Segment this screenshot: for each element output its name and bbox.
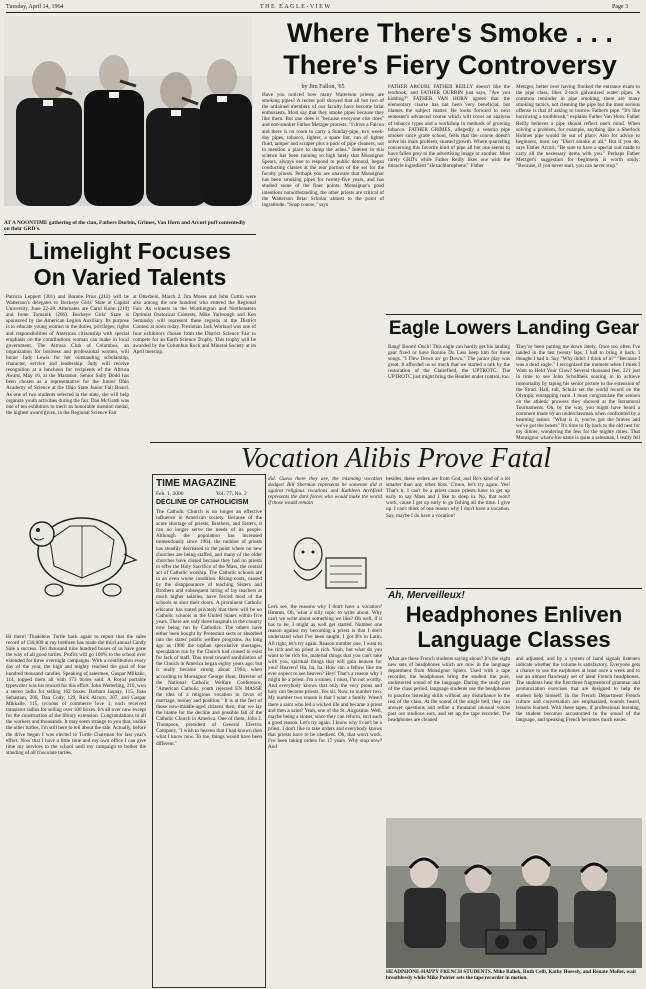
landing-column-2: They've been putting me down lately. Once too often I've landed in the last twenty laps, I had to bring it back. I thought I had it. Say "Why didn't I think of it?" "Because I was a dead eagle." I recognized the moment when I think I Want to Hold Your Claw? Several thousand feet, 221 just in time to see John Schultheis soaring in to achieve immortality by taping his senior picture to the extension of the Strad. Hail, tall, Schulz set the world record on the Olympic entrapping team. I must congratulate the seniors on the athletic prowess they showed at the Intramural Tournaments. Oh, by the way, you might have heard a comment made by an underclassman when confronted by a beaming senior. "What is it, you've got the braves and we've got the beasts" It's time to fly back to the old nest for my dinner, wondering the fess for the mighty mites. That Monsignor what's-his-name is quite a salesman, I really fell	[516, 344, 640, 440]
turtle-drawing	[20, 470, 140, 630]
limelight-headline-line1: Limelight Focuses	[29, 238, 231, 264]
limelight-rule	[4, 234, 256, 235]
smoke-headline-line1: Where There's Smoke . . .	[286, 18, 614, 48]
smoke-headline-line2: There's Fiery Controversy	[283, 50, 617, 80]
french-students-photo-image	[386, 818, 642, 968]
french-students-photo	[386, 818, 642, 968]
headphones-kicker: Ah, Merveilleux!	[388, 590, 465, 601]
vocation-cartoon	[268, 530, 382, 600]
time-magazine-date: Feb. 1, 2000	[156, 491, 184, 497]
smoke-column-2: FATHER ARCURI. FATHER REILLY doesn't like the textbook, and FATHER DURBIN just says, "Are you kidding?" FATHER VAN HORN agrees that the elementary course has not been very beneficial, but blames the subject matter. He looks forward to next semester's advanced course which will cover an analysis of tobacco types and a workshop in methods of growing tobacco. FATHER GRIMES, allegedly a veteran pipe smoker since grade school, feels that the course doesn't solve his main problem, stunted growth. Where quarreling concerning this favorite kind of pipe all but one seems to have fallen prey to the advertising image or another. Most rarely GRD's while Father Reilly likes one with the miracle ingredient "Hexachlorophene." Father	[388, 84, 510, 170]
headphones-headline-line2: Language Classes	[417, 627, 611, 652]
time-magazine-body: The Catholic Church is no longer an effective influence in American society. Because of the acute shortage of priests, Brothers, and Sisters, it can no longer serve the needs of its people. Although the population has increased tremendously since 1964, the number of priests has steadily decreased to the point where no new churches are being staffed, and many of the older churches have closed because they had no priests to offer the Holy Sacrifice of the Mass, the central act of Catholic worship. The Catholic schools are in an even worse condition. Rising costs, caused by the disappearance of teaching Sisters and Brothers and subsequent hiring of lay teachers at much higher salaries, have forced most of the schools to shut their doors. A prominent Catholic educator has stated privately that there will be no Catholic schools in the United States within five years. There are only three hospitals in the country now being run by Catholics. The others have either been bought by Protestant sects or absorbed into the states' public welfare programs. As long ago as 1980 the orphan speculative shortages, speculation run by the Church had ceased to exist for lack of staff. This trend toward annihilation of the Church in America began eighty years ago; but it really became strong about 1964, when according to Monsignor George Hunt, Director of the National Catholic Welfare Conference, "American Catholic youth rejected EN MASSE the idea of a religious vocation in favor of marriage, money and position." It is at the feet of those now-middle-aged citizens then, that we lay the blame for the decline and possible fall of the Catholic Church in America. One of them, John J. Thompson, president of General Electric Company, "I wish to heaven that I had known then what I know now. To me, things would have been different."	[156, 509, 262, 747]
time-magazine-title: TIME MAGAZINE	[156, 478, 236, 489]
french-students-caption: HEADPHONE-HAPPY FRENCH STUDENTS. Mike Ballek, Ruth Celli, Kathy Hoessly, and Renate Moller, wait breathlessly while Mike Poirier sets the tape recorder in motion.	[386, 969, 636, 981]
time-magazine-heading: DECLINE OF CATHOLICISM	[156, 499, 249, 506]
smoke-byline: by Jim Fallon, '65	[301, 84, 345, 90]
limelight-headline-line2: On Varied Talents	[33, 264, 227, 290]
smoke-column-3: Metzger, better over having flunked the entrance exam to the pipe class, likes 2-inch galvanized water pipes. A common reminder in pipe smoking, there are many smoking tactics, not cleaning the pipe but the most serious offense is that of asking to borrow Father's pipe. "It's like borrowing a toothbrush," explains Father Van Horn. Father Reilly believes a pipe should reflect one's mind. When solving a problem, for example, anything like a Sherlock Holmes pipe would be out of place. Also for advice to beginners, most say "Don't smoke at all." But if you do, says Father Arcuri, "Be sure to have a special suit made to carry all the necessary items with you." Perhaps Father Metzger's suggestion for beginners is worth study: "Because, if you never start, you can never stop."	[516, 84, 640, 170]
headphones-headline-line1: Headphones Enliven	[405, 602, 623, 627]
header-paper-title: THE EAGLE-VIEW	[260, 4, 332, 10]
vocation-italic-intro: did. Guess there they are, the mismong vocation dodges! Bill Sherman represents he someone did it against religious vocations and Kathleen Archfield represents the dark forces who would make the world if those would remain	[268, 476, 382, 507]
headphones-column-1: What are these French students saying about? It's the eight new sets of headphones which are now in the language department from Monsignor Spiers. Used with a tape recorder, the headphones bring the student the pure, undistorted sound of the language. During the study part of the class period, language students use the headphones to practice listening skills without any disturbance to the rest of the class. At the sound of the single bell, they can answer questions and refine a thousand unusual voices past our studious ears, and set up the tape recorder. The headphones are cleaned	[388, 656, 510, 723]
limelight-column-1: Patricia Leppert (301) and Bonnie Prior (212) will be Watterson's delegates to Buckeye Girls' State at Capital University, June 22-28. Alternates are Carol Kuhn (210) and Irene Tomanik (206). Buckeye Girls' State is sponsored by the American Legion Auxiliary. Its purpose is to educate young women in the duties, privileges, rights and responsibilities of American citizenship with special emphasis on the contributions woman can make in local government. The Altrusa Club of Columbus, an organization for business and professional women, will honor Judy Lewis for her outstanding scholarship, character, service and leadership. Judy will receive recognition at a luncheon for recipients of the Altrusa Award, May 16, at the Maramor. Senior Sally Dodd has been chosen as a representative for the Junior Ohio Academy of Science at the Ohio State Junior Fair Board. As one of two students selected in the state, she will help organize youth activities during the fair. Dan McGrath was one of ten exhibitors to merit an honorable mention medal, the highest award given, in the Regional Science Fair	[6, 294, 129, 416]
vocation-headline: Vocation Alibis Prove Fatal	[240, 443, 552, 474]
headphones-column-2: and adjusted, and by a system of hand signals listeners indicate whether the volume is satisfactory. Everyone gets a chance to use the earphones at least once a week and to use an almost flawlessly set of ideal French headphones. The students hear the first three fragments of grammar and pronunciation exercises that are designed to help the student help himself. In the French Department French culture and conversation are emphasized, sounds heard, lessons learned. With these tapes, if professional learning, the student becomes accustomed to the sound of the language, and speaking French becomes much easier.	[516, 656, 640, 723]
landing-headline: Eagle Lowers Landing Gear	[388, 318, 640, 339]
headphones-rule	[386, 588, 642, 589]
vocation-column-3: besides, these orders are from God, and He's kind of a lot smarter than any other boss. C'mon, let's try again. Yes! That's it. I can't be a priest cause priests have to get up early to say Mass and I like to sleep in. No, that won't work, cause I get up early to go fishing all the time. I give up. I can't think of one reason why I don't have a vocation. Say, maybe I do have a vocation!	[386, 476, 510, 519]
smoke-column-1: Have you noticed how many Watterson priests are smoking pipes? A recent poll showed that all but two of the ordained members of our faculty have become briar enthusiasts. Most say that they smoke pipes because they like them. But one does it "because everyone else does" and non-smoker Father Metzger protests. "I drive a Falcon and there is no room to carry a Sunday-pipe, two week-day pipes, tobacco, lighter, a spare lint, can of lighter fluid, tamper and scraper plus a pack of pipe cleaners, not to mention a place to dump the ashes." Interest in this science has been running so high lately that Monsignor Spears, always one to respond to public demand, began conducting classes at the rear portion of the set for the faculty priests. Perhaps you are unaware that Monsignor has been smoking pipes for twenty-five years, and has studied some of the finer points. Monsignor's good intentions notwithstanding, the other priests are critical of the Watterson Briar Scholar almost to the point of ingratitude. "Snap course," says	[262, 92, 384, 208]
priests-photo	[4, 16, 252, 206]
vocation-column-2: Let's see, the reasons why I don't have a vocation? Hmmm. Oh, what a silly topic to write about. Why can't we write about something we like? Oh well, if it has to be, I might as well get started. Number one reason against my becoming a priest is that I don't understand what I've been taught. I got B's in Latin. All right, let's try again. Reason number one, I want to be rich and no priest is rich. Yeah, but what do you want to be rich for, material things that you can't take with you, spiritual things that will gain heaven for you? Heaven? Ha, ha, ha. How can a fellow like me ever expect to see heaven? Hey! That's a reason why I might be a priest. I'm a sinner, I must, I'm not worthy. And everybody knows that only the very pious and holy can become priests. Yes sir. Now, to number two. My number two reason is that I want a family. Wasn't there a saint who led a wicked life and became a priest and then a saint? Yeah, one of the St. Augustine. Well, maybe being a sinner, since they can reform, isn't such a good reason. Let's try again. I know why I can't be a priest. I don't like to take orders and everybody knows that priests have to be obedient. Oh, that won't work. I've been taking orders for 17 years. Why stop now? And	[268, 604, 382, 751]
landing-rule	[386, 314, 642, 315]
limelight-column-2: at Otterbein, March 2. Jim Moses and John Curtin were also among the one hundred who entered the Regional Fair. As winners in the Worthington and Northeastern Optimist Oratorical Contests, Mike Yarbrough and Ken Seminsky will represent these regions at the District Contest at noon today. Freshman Jack Worland was one of four exhibitors chosen from the District Science Fair to compete for an Earth Science Trophy. This trophy will be awarded by the Columbus Rock and Mineral Society at its April meeting.	[133, 294, 256, 355]
time-magazine-volume: Vol. 77, No. 2	[216, 491, 247, 497]
header-rule	[6, 12, 640, 13]
landing-column-1: Bang! Boom! Ouch! This eagle can hardly get his landing gear fixed or have Ronnie Du Lass keep him for three songs. "I Flew Down an' go Down." The junior play was great. It afforded us so much that we started a talk by the restoration of the Clairefield, the UPTROTC. The UPTROTC just might bring the Beatles under control, too.	[388, 344, 510, 381]
turtle-article: Hi there! Thadeleus Turtle back again to report that the sales record of 130,000 at my brethren has made the third annual Candy Sale a success. Ten thousand nine hundred boxes of us have gone the way of all good turtles. Profits will go 100% to the school ever extended for three overnight campaigns. With a contribution every day of the year, the high and mighty reached the goal of four hundred thousand candies. Speaking of salesmen, Gaspar Milkalic, 114, topped them all with 173 boxes sold. A Royal portable typewriter was his reward for this effort. John Wetterling, 216, won a stereo radio for selling 162 boxes. Barbara Jaquay, 115, Joan Sebastian, 208, Dan Cody, 129, Rick Alcorn, 207, and Gaspar Mikkalie, 115, tycoons of commerce love 1, each received transistor radios for selling over 100 boxes. It's all over now except for the construction of the library extension. Congratulations to all the workers and thousands. It may seem strange to you that, unlike the other turtles, I'm still here to tell about the sale. Actually, before the drive began I was elected to Turtle Chairman for last year's effort. Now that I have a little time and my own office I can give time my services to the school until my campaign to bother the standing of all chocolate turtles.	[6, 634, 146, 756]
cartoon-drawing	[268, 530, 382, 600]
priests-photo-image	[4, 16, 252, 206]
priests-photo-caption: AT A NOONTIME gathering of the clan, Fathers Durbin, Grimes, Van Horn and Arcuri puff contentedly on their GRD's.	[4, 220, 246, 233]
header-date: Tuesday, April 14, 1964	[6, 4, 64, 10]
header-page-number: Page 3	[612, 4, 629, 10]
turtle-illustration	[20, 470, 140, 630]
